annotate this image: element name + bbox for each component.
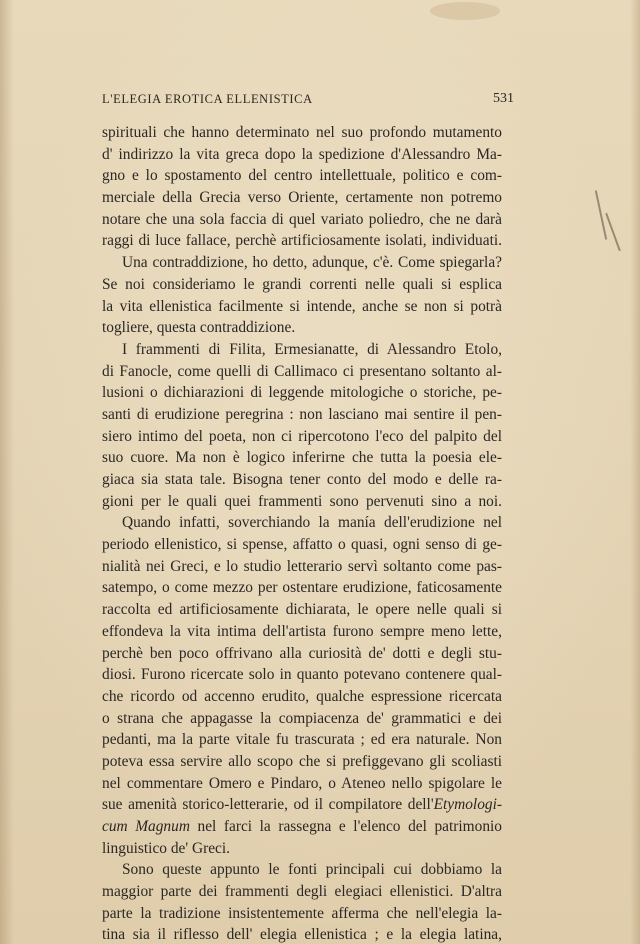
text-line: siero intimo del poeta, non ci ripercotono l'eco del palpito del (102, 427, 502, 445)
text-line: nel commentare Omero e Pindaro, o Ateneo nello spigolare le (102, 774, 502, 792)
text-line: giaca sia stata tale. Bisogna tener conto del modo e delle ra- (102, 471, 502, 488)
text-line: suo cuore. Ma non è logico inferirne che tutta la poesia ele- (102, 449, 502, 467)
text-line: poteva essa servire allo scopo che si prefiggevano gli scoliasti (102, 752, 502, 770)
page-number: 531 (493, 91, 514, 106)
text-line: effondeva la vita intima dell'artista furono sempre meno lette, (102, 622, 502, 640)
text-line: Sono queste appunto le fonti principali cui dobbiamo la (122, 861, 502, 879)
text-line: periodo ellenistico, si spense, affatto o quasi, ogni senso di ge- (102, 536, 502, 554)
text-line: raccolta ed artificiosamente dichiarata, le opere nelle quali si (102, 601, 502, 619)
text-line: o strana che appagasse la compiacenza de' grammatici e dei (102, 709, 502, 727)
text-line: che ricordo od accenno erudito, qualche espressione ricercata (102, 687, 502, 705)
margin-mark (605, 213, 621, 251)
text-line: perchè ben poco offrivano alla curiosità de' dotti e degli stu- (102, 644, 502, 662)
text-line: gno e lo spostamento del centro intellettuale, politico e com- (102, 167, 502, 185)
text-line: diosi. Furono ricercate solo in quanto potevano contenere qual- (102, 666, 502, 684)
page-header (102, 92, 514, 112)
running-title: L'ELEGIA EROTICA ELLENISTICA (102, 92, 313, 106)
text-line: tina sia il riflesso dell' elegia ellenistica ; e la elegia latina, (102, 926, 502, 944)
text-line: satempo, o come mezzo per ostentare erudizione, faticosamente (102, 579, 502, 597)
text-line: d' indirizzo la vita greca dopo la spedizione d'Alessandro Ma- (102, 145, 502, 163)
text-line: pedanti, ma la parte vitale fu trascurata ; ed era naturale. Non (102, 731, 502, 749)
text-line: sue amenità storico-letterarie, od il compilatore dell'Etymologi- (102, 796, 502, 814)
text-line: gioni per le quali quei frammenti sono pervenuti sino a noi. (102, 492, 502, 510)
text-line: santi di erudizione peregrina : non lasciano mai sentire il pen- (102, 405, 502, 423)
text-line: merciale della Grecia verso Oriente, certamente non potremo (102, 189, 502, 207)
text-line: Quando infatti, soverchiando la manía dell'erudizione nel (122, 514, 502, 532)
text-line: togliere, questa contraddizione. (102, 319, 296, 337)
text-line: parte la tradizione insistentemente afferma che nell'elegia la- (102, 904, 502, 922)
text-line: Se noi consideriamo le grandi correnti nelle quali si esplica (102, 275, 502, 293)
page-edge-shadow-left (0, 0, 14, 944)
text-line: linguistico de' Greci. (102, 839, 231, 857)
text-line: spirituali che hanno determinato nel suo profondo mutamento (102, 124, 502, 141)
text-line: raggi di luce fallace, perchè artificiosamente isolati, individuati. (102, 232, 502, 250)
text-line: nialità nei Greci, e lo studio letterario servì soltanto come pas- (102, 557, 502, 575)
text-line: lusioni o dichiarazioni di leggende mitologiche o storiche, pe- (102, 384, 502, 402)
page-edge-shadow-right (630, 0, 640, 944)
text-line: cum Magnum nel farci la rassegna e l'elenco del patrimonio (102, 818, 502, 835)
text-line: I frammenti di Filita, Ermesianatte, di Alessandro Etolo, (122, 340, 502, 358)
text-line: Una contraddizione, ho detto, adunque, c'è. Come spiegarla? (122, 254, 502, 272)
paper-stain (430, 2, 500, 20)
text-line: notare che una sola faccia di quel variato poliedro, che ne darà (102, 210, 502, 228)
text-line: maggior parte dei frammenti degli elegiaci ellenistici. D'altra (102, 883, 502, 901)
text-line: di Fanocle, come quelli di Callimaco ci presentano soltanto al- (102, 362, 502, 380)
text-line: la vita ellenistica facilmente si intende, anche se non si potrà (102, 297, 502, 315)
body-text (102, 122, 502, 944)
